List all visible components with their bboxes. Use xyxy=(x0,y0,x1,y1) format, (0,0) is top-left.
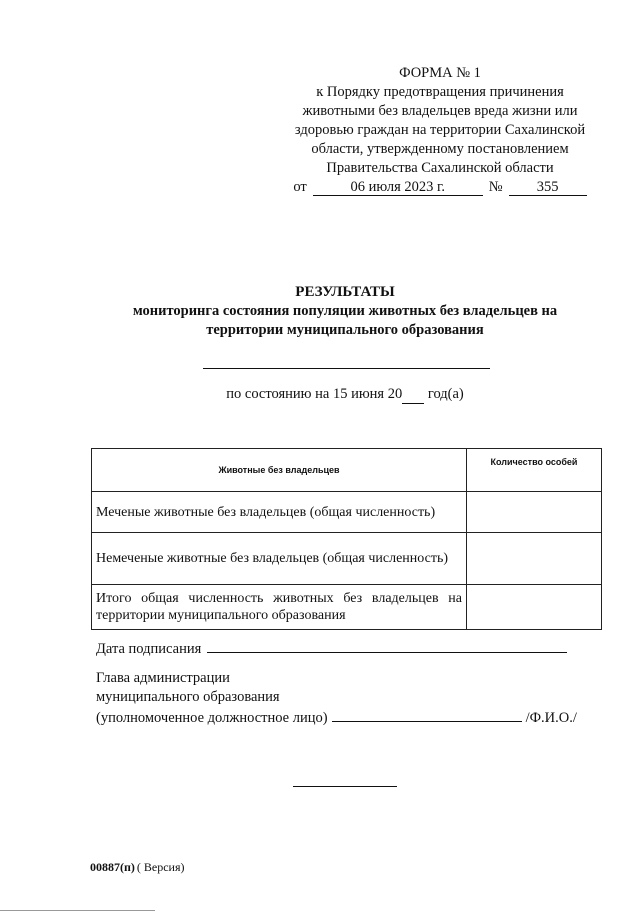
form-header-line: к Порядку предотвращения причинения xyxy=(316,84,564,100)
table-row xyxy=(92,533,602,585)
resolution-date: 06 июля 2023 г. xyxy=(313,179,483,196)
signing-date-field[interactable] xyxy=(207,638,567,653)
form-header-line: животными без владельцев вреда жизни или xyxy=(302,103,578,119)
table-row xyxy=(92,585,602,630)
signatory-signature-row xyxy=(96,707,606,728)
resolution-date-row xyxy=(270,178,610,197)
municipality-name-field[interactable] xyxy=(203,368,490,369)
row-label-total: Итого общая численность животных без владельцев на территории муниципального образования xyxy=(92,585,467,630)
number-prefix: № xyxy=(488,179,503,195)
date-prefix: от xyxy=(293,179,307,195)
table-row xyxy=(92,492,602,533)
title-sub-line: мониторинга состояния популяции животных без владельцев на xyxy=(132,303,558,319)
row-label-unmarked: Немеченые животные без владельцев (общая численность) xyxy=(92,533,467,585)
as-of-suffix: год(а) xyxy=(427,386,464,402)
monitoring-table xyxy=(91,448,602,630)
form-header-line: здоровью граждан на территории Сахалинской xyxy=(294,122,586,138)
document-footer xyxy=(90,860,185,875)
signatory-block xyxy=(96,669,606,728)
signing-date-row xyxy=(96,638,567,658)
form-header xyxy=(270,64,610,197)
as-of-prefix: по состоянию на 15 июня 20 xyxy=(226,386,403,402)
form-header-line: Правительства Сахалинской области xyxy=(326,160,554,176)
title-sub-line: территории муниципального образования xyxy=(206,322,484,338)
signature-field[interactable] xyxy=(332,707,522,722)
row-label-marked: Меченые животные без владельцев (общая численность) xyxy=(92,492,467,533)
table-header-animals: Животные без владельцев xyxy=(92,449,467,492)
signatory-line: муниципального образования xyxy=(96,689,280,705)
fio-label: /Ф.И.О./ xyxy=(525,710,577,726)
form-number: ФОРМА № 1 xyxy=(399,65,481,81)
signatory-line: (уполномоченное должностное лицо) xyxy=(96,710,328,726)
divider xyxy=(0,910,155,911)
row-value-total[interactable] xyxy=(467,585,602,630)
row-value-marked[interactable] xyxy=(467,492,602,533)
document-code: 00887(п) xyxy=(90,860,135,874)
title-main: РЕЗУЛЬТАТЫ xyxy=(295,284,395,300)
divider xyxy=(293,786,397,787)
table-header-row xyxy=(92,449,602,492)
table-header-count: Количество особей xyxy=(467,449,602,492)
document-title xyxy=(100,283,590,340)
signatory-line: Глава администрации xyxy=(96,670,230,686)
signing-date-label: Дата подписания xyxy=(96,641,202,657)
form-header-line: области, утвержденному постановлением xyxy=(311,141,569,157)
row-value-unmarked[interactable] xyxy=(467,533,602,585)
as-of-date xyxy=(100,386,590,404)
resolution-number: 355 xyxy=(509,179,587,196)
document-version: ( Версия) xyxy=(136,860,185,874)
year-field[interactable] xyxy=(402,386,424,404)
